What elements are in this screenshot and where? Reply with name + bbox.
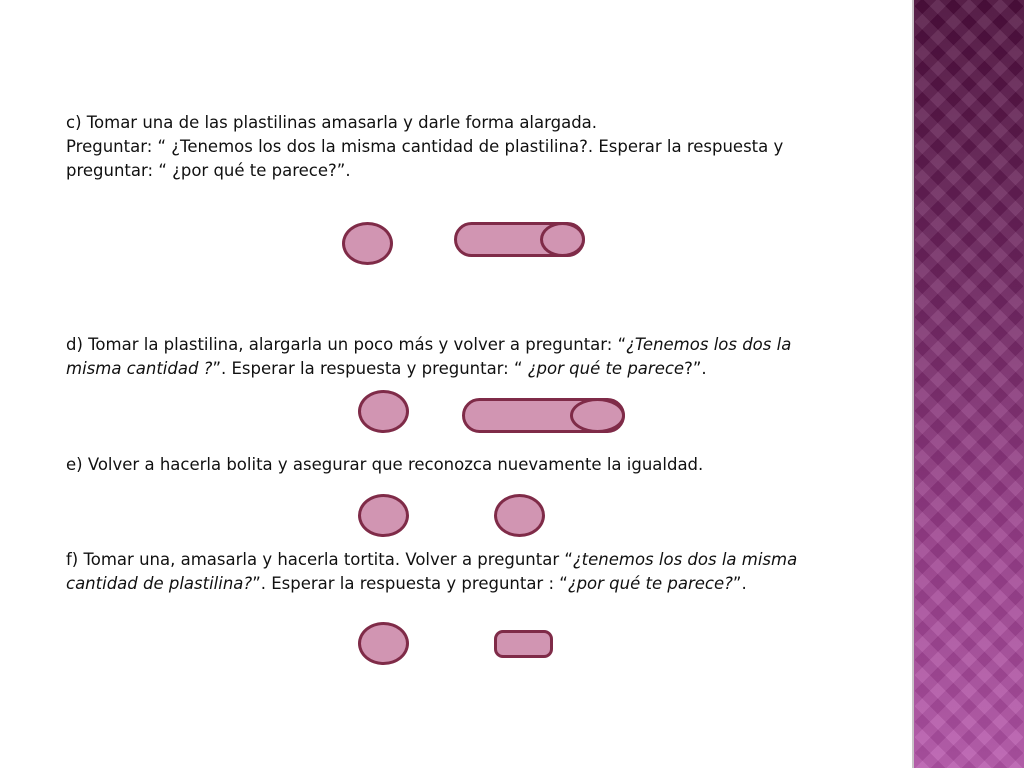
section-f-line-2 <box>66 572 886 596</box>
section-d-line-2-italic: misma cantidad ? <box>66 359 213 378</box>
section-c-line-1: c) Tomar una de las plastilinas amasarla y darle forma alargada. <box>66 113 598 132</box>
plasticine-ball-e-right <box>494 494 545 537</box>
section-c-text <box>66 111 886 183</box>
plasticine-ball-d <box>358 390 409 433</box>
plasticine-ball-c <box>342 222 393 265</box>
plasticine-ball-f <box>358 622 409 665</box>
section-d-line-2-italic-2: ¿por qué te parece <box>527 359 685 378</box>
decorative-sidebar <box>912 0 1024 768</box>
section-f-text <box>66 548 886 596</box>
section-d-line-2 <box>66 357 886 381</box>
plasticine-flat-cake-f <box>494 630 553 658</box>
section-f-line-1 <box>66 548 886 572</box>
section-e-line-1: e) Volver a hacerla bolita y asegurar que reconozca nuevamente la igualdad. <box>66 455 704 474</box>
plasticine-roll-end-d <box>570 398 625 433</box>
plasticine-roll-end-c <box>540 222 585 257</box>
section-c-line-2: Preguntar: “ ¿Tenemos los dos la misma cantidad de plastilina?. Esperar la respuesta y <box>66 137 784 156</box>
section-d-text <box>66 333 886 381</box>
section-e-text <box>66 453 886 477</box>
section-d-line-1-plain: d) Tomar la plastilina, alargarla un poco más y volver a preguntar: “ <box>66 335 627 354</box>
section-f-line-2-plain: ”. Esperar la respuesta y preguntar : “ <box>252 574 568 593</box>
section-d-line-1-italic: ¿Tenemos los dos la <box>626 335 792 354</box>
section-f-line-2-end: ”. <box>732 574 747 593</box>
section-f-line-2-italic-2: ¿por qué te parece? <box>567 574 733 593</box>
section-c-line-3: preguntar: “ ¿por qué te parece?”. <box>66 161 351 180</box>
section-f-line-2-italic: cantidad de plastilina? <box>66 574 253 593</box>
section-f-line-1-italic: ¿tenemos los dos la misma <box>572 550 798 569</box>
section-d-line-1 <box>66 333 886 357</box>
plasticine-ball-e-left <box>358 494 409 537</box>
section-d-line-2-plain: ”. Esperar la respuesta y preguntar: “ <box>212 359 528 378</box>
section-f-line-1-plain: f) Tomar una, amasarla y hacerla tortita. Volver a preguntar “ <box>66 550 573 569</box>
section-d-line-2-end: ?”. <box>684 359 707 378</box>
